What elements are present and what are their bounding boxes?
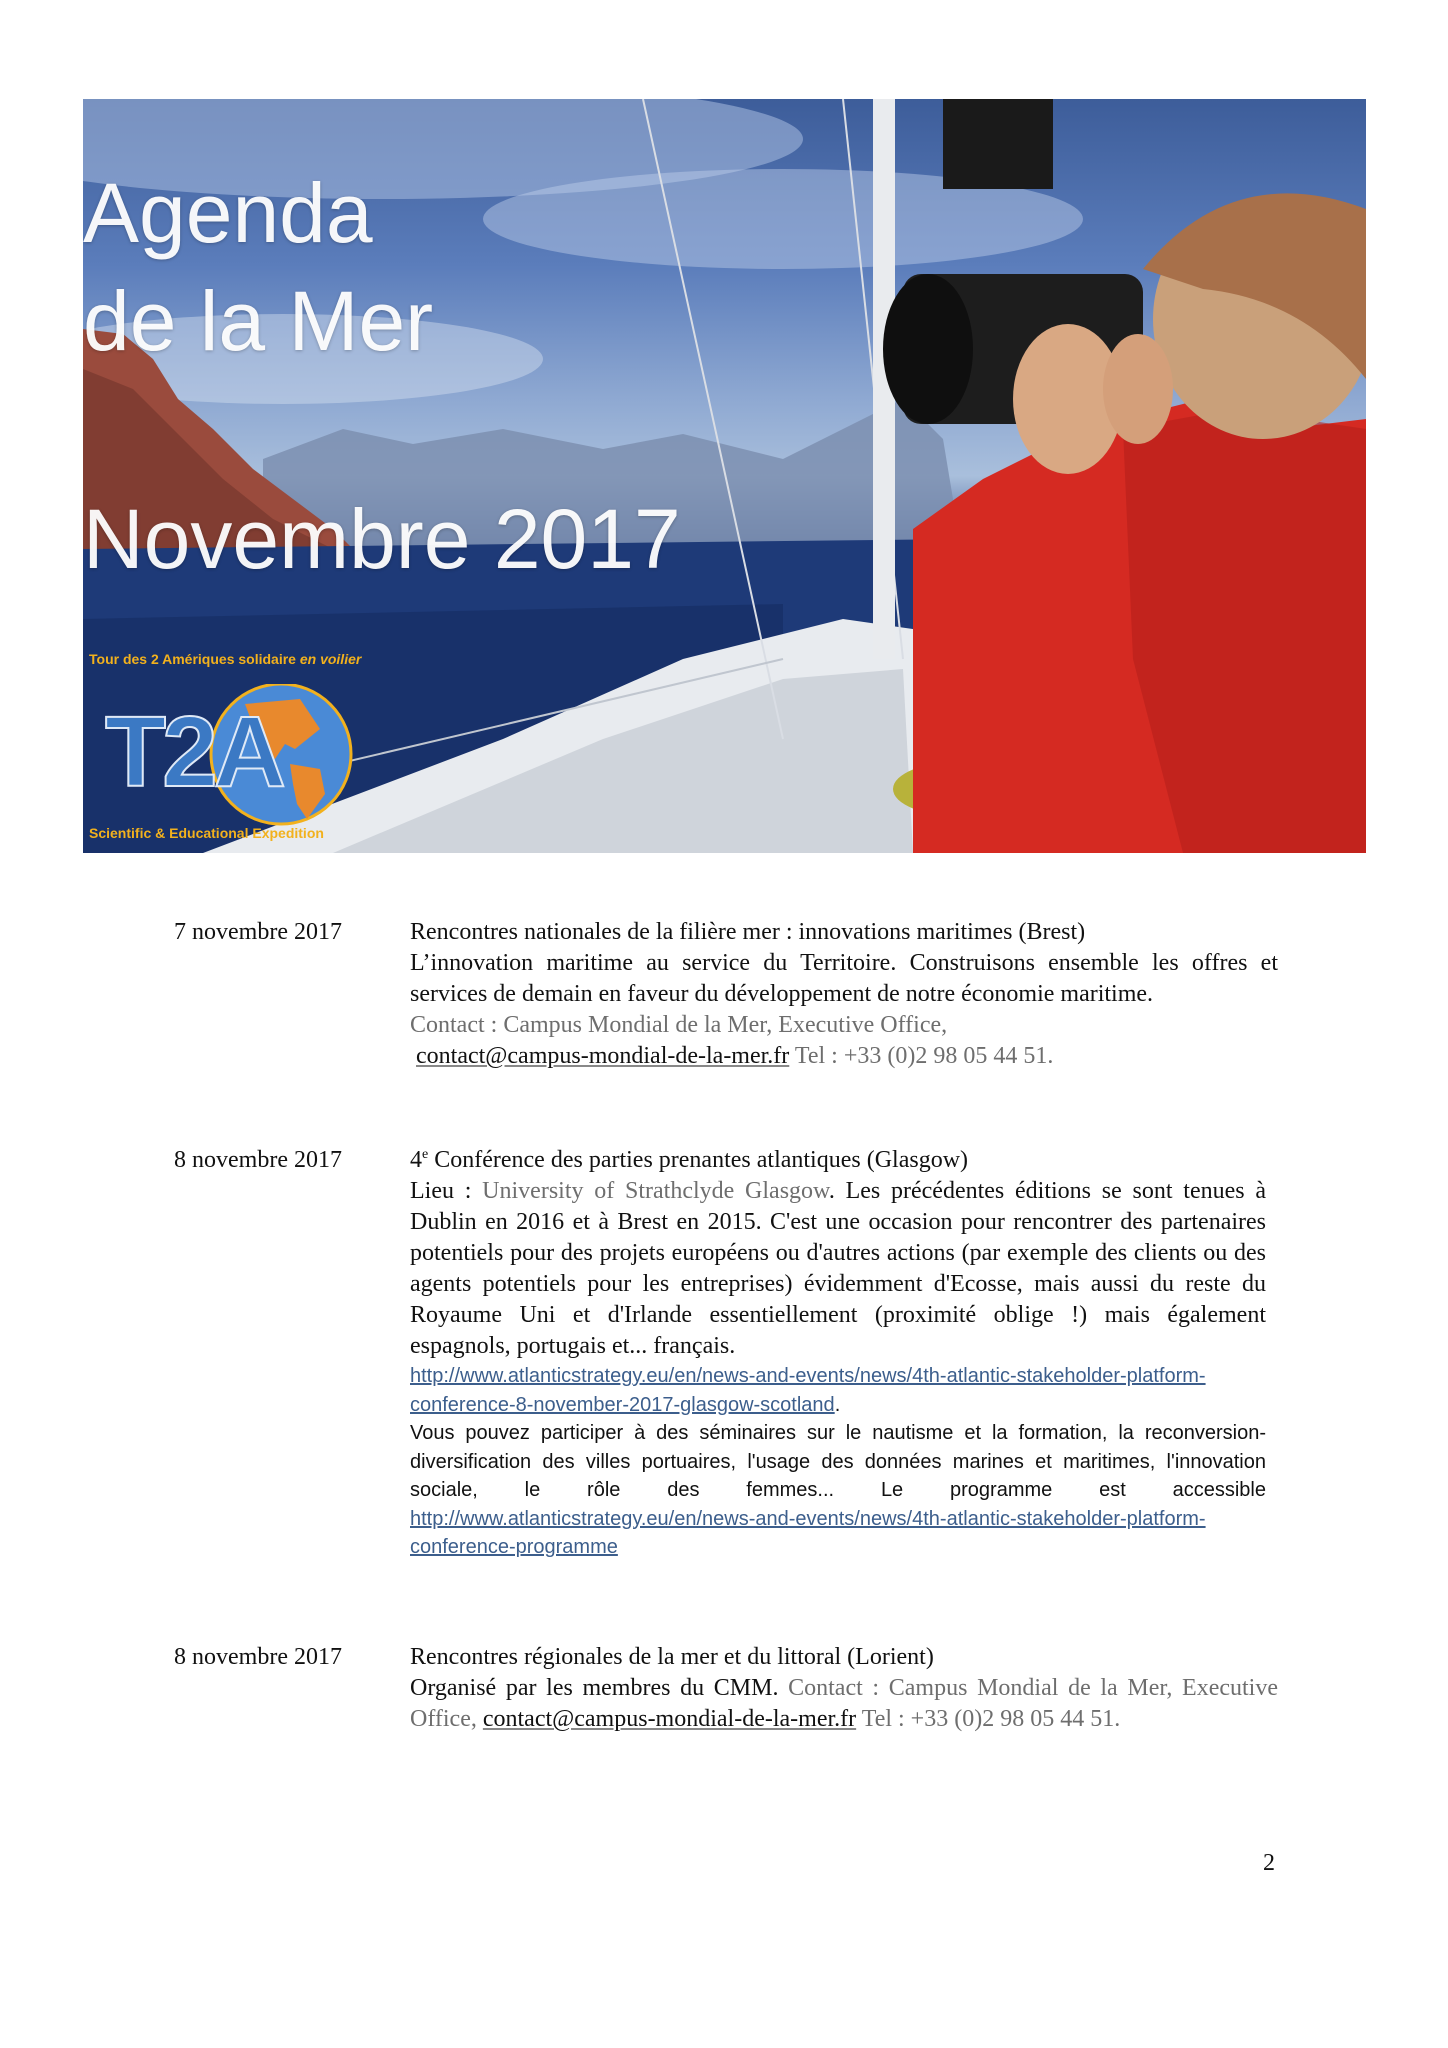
- conference-link[interactable]: http://www.atlanticstrategy.eu/en/news-and-events/news/4th-atlantic-stakeholder-platform-conference-8-november-2017-glasgow-scotland: [410, 1365, 1206, 1416]
- link-suffix: .: [834, 1393, 841, 1416]
- entry-ordinal-number: 4: [410, 1147, 422, 1173]
- program-text: [410, 1419, 1266, 1562]
- entry-tel: Tel : +33 (0)2 98 05 44 51.: [794, 1043, 1054, 1069]
- email-link[interactable]: contact@campus-mondial-de-la-mer.fr: [482, 1706, 857, 1732]
- logo-tagline: [89, 651, 361, 667]
- entry-title: Rencontres nationales de la filière mer : innovations maritimes (Brest): [410, 919, 1086, 945]
- page-number: 2: [1263, 1850, 1275, 1876]
- entry-date: 8 novembre 2017: [174, 1147, 342, 1173]
- entry-tel: Tel : +33 (0)2 98 05 44 51.: [856, 1706, 1121, 1732]
- banner-month: Novembre 2017: [83, 492, 681, 586]
- banner-title: [83, 159, 433, 375]
- entry-description: [410, 1176, 1266, 1362]
- entry-ordinal-suffix: e: [422, 1147, 429, 1162]
- entry-body: [410, 917, 1278, 1072]
- hero-banner: [83, 99, 1366, 853]
- entry-date: 8 novembre 2017: [174, 1644, 342, 1670]
- venue-label: Lieu :: [410, 1178, 483, 1204]
- banner-title-line2: de la Mer: [83, 274, 434, 368]
- entry-body: [410, 1145, 1266, 1562]
- email-link[interactable]: contact@campus-mondial-de-la-mer.fr: [416, 1043, 790, 1069]
- banner-title-line1: Agenda: [83, 166, 373, 260]
- entry-contact: Contact : Campus Mondial de la Mer, Executive Office,: [410, 1675, 1278, 1732]
- logo-tagline-em: en voilier: [299, 651, 362, 667]
- program-description: Vous pouvez participer à des séminaires sur le nautisme et la formation, la reconversion-diversification des villes portuaires, l'usage des données marines et maritimes, l'innovation sociale, le rôle des femmes... Le programme est accessible: [410, 1422, 1266, 1501]
- venue-name: University of Strathclyde Glasgow: [482, 1178, 829, 1204]
- entry-title: Rencontres régionales de la mer et du littoral (Lorient): [410, 1644, 934, 1670]
- programme-link[interactable]: http://www.atlanticstrategy.eu/en/news-and-events/news/4th-atlantic-stakeholder-platform-conference-programme: [410, 1507, 1206, 1558]
- entry-contact-line: [410, 1041, 1278, 1072]
- logo-tagline-text: Tour des 2 Amériques solidaire: [89, 651, 296, 667]
- entry-description: [410, 1673, 1278, 1735]
- logo-subtitle: Scientific & Educational Expedition: [89, 825, 324, 841]
- description-text: . Les précédentes éditions se sont tenues à Dublin en 2016 et à Brest en 2015. C'est une occasion pour rencontrer des partenaires potentiels pour des projets européens ou d'autres actions (par exemple des clients ou des agents potentiels pour les entreprises) évidemment d'Ecosse, mais aussi du reste du Royaume Uni et d'Irlande essentiellement (proximité oblige !) mais également espagnols, portugais et... français.: [410, 1178, 1266, 1359]
- entry-date: 7 novembre 2017: [174, 919, 342, 945]
- entry-body: [410, 1642, 1278, 1735]
- entry-contact: Contact : Campus Mondial de la Mer, Executive Office,: [410, 1012, 948, 1038]
- program-link-para: [410, 1362, 1266, 1419]
- description-text: Organisé par les membres du CMM.: [410, 1675, 789, 1701]
- entry-title-rest: Conférence des parties prenantes atlantiques (Glasgow): [428, 1147, 969, 1173]
- entry-title: [410, 1145, 1266, 1176]
- entry-description: L’innovation maritime au service du Territoire. Construisons ensemble les offres et services de demain en faveur du développement de notre économie maritime.: [410, 950, 1278, 1007]
- logo-wordmark: T2A: [105, 696, 282, 808]
